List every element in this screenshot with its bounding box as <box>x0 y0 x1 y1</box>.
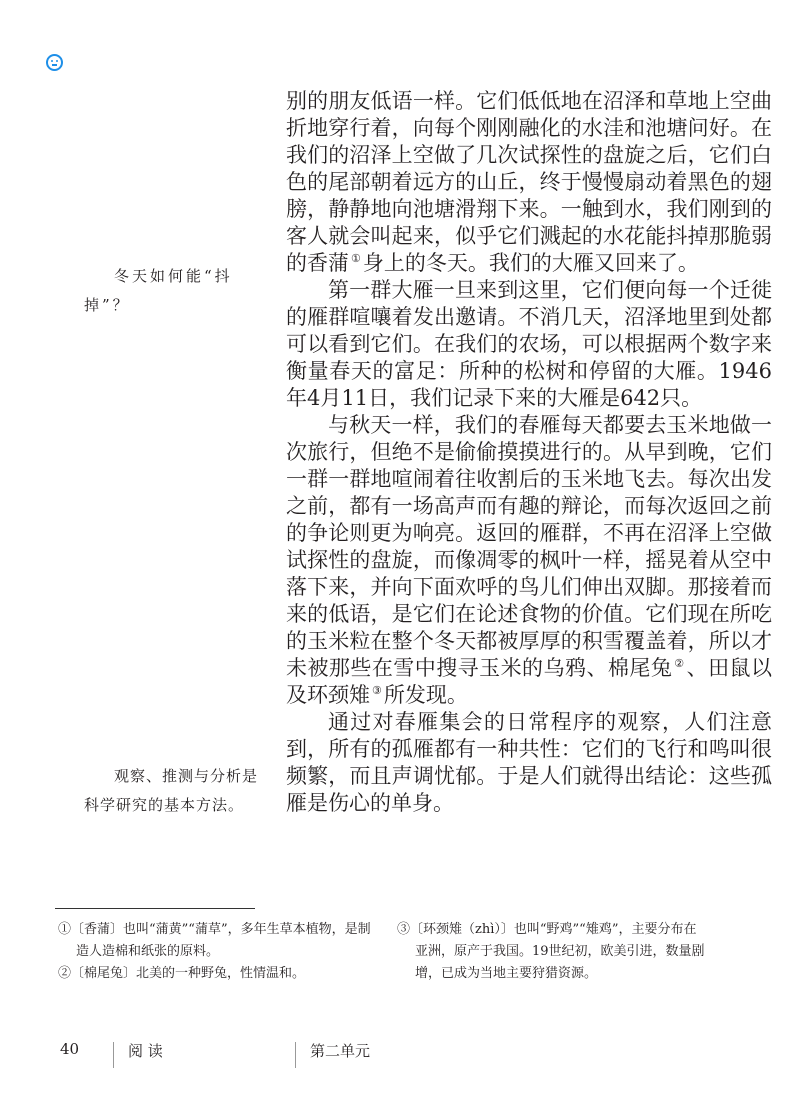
smiley-face-icon[interactable] <box>46 54 63 71</box>
footnote-divider <box>55 908 255 909</box>
text: 身上的冬天。我们的大雁又回来了。 <box>362 251 699 275</box>
side-note-2 <box>84 762 268 820</box>
paragraph-4: 通过对春雁集会的日常程序的观察，人们注意到，所有的孤雁都有一种共性：它们的飞行和鸣叫很频繁，而且声调忧郁。于是人们就得出结论：这些孤雁是伤心的单身。 <box>286 710 772 815</box>
footnote-ref-2[interactable]: ② <box>674 657 685 670</box>
text: 与秋天一样，我们的春雁每天都要去玉米地做一次旅行，但绝不是偷偷摸摸进行的。从早到晚，它们一群一群地喧闹着往收割后的玉米地飞去。每次出发之前，都有一场高声而有趣的辩论，而每次返回之前的争论则更为响亮。返回的雁群，不再在沼泽上空做试探性的盘旋，而像凋零的枫叶一样，摇晃着从空中落下来，并向下面欢呼的鸟儿们伸出双脚。那接着而来的低语，是它们在论述食物的价值。它们现在所吃的玉米粒在整个冬天都被厚厚的积雪覆盖着，所以才未被那些在雪中搜寻玉米的乌鸦、棉尾兔 <box>286 413 772 680</box>
footnote-3: ③〔环颈雉（zhì）〕也叫“野鸡”“雉鸡”，主要分布在亚洲，原产于我国。19世纪初，欧美引进，数量剧增，已成为当地主要狩猎资源。 <box>397 922 705 981</box>
main-text <box>286 88 772 817</box>
footer-divider <box>113 1042 114 1068</box>
footnote-1: ①〔香蒲〕也叫“蒲黄”“蒲草”，多年生草本植物，是制造人造棉和纸张的原料。 <box>58 922 371 959</box>
text: 、田鼠以及环颈雉 <box>286 656 773 707</box>
footnotes-left <box>58 919 372 985</box>
section-label: 阅 读 <box>128 1042 163 1060</box>
page-number: 40 <box>60 1040 80 1058</box>
text: 别的朋友低语一样。它们低低地在沼泽和草地上空曲折地穿行着，向每个刚刚融化的水洼和池塘问好。在我们的沼泽上空做了几次试探性的盘旋之后，它们白色的尾部朝着远方的山丘，终于慢慢扇动着黑色的翅膀，静静地向池塘滑翔下来。一触到水，我们刚到的客人就会叫起来，似乎它们溅起的水花能抖掉那脆弱的香蒲 <box>286 89 772 275</box>
footnote-ref-1[interactable]: ① <box>351 252 361 265</box>
unit-label: 第二单元 <box>310 1042 371 1060</box>
side-note-text: 观察、推测与分析是科学研究的基本方法。 <box>84 767 259 814</box>
paragraph-2: 第一群大雁一旦来到这里，它们便向每一个迁徙的雁群喧嚷着发出邀请。不消几天，沼泽地里到处都可以看到它们。在我们的农场，可以根据两个数字来衡量春天的富足：所种的松树和停留的大雁。1946年4月11日，我们记录下来的大雁是642只。 <box>286 278 772 410</box>
paragraph-3 <box>286 412 772 709</box>
text: 所发现。 <box>383 683 468 707</box>
side-note-1 <box>84 262 260 320</box>
footer-divider <box>295 1042 296 1068</box>
side-note-text: 冬天如何能“抖掉”？ <box>84 267 233 314</box>
footnote-2: ②〔棉尾兔〕北美的一种野兔，性情温和。 <box>58 966 306 981</box>
footnotes-right <box>397 919 707 985</box>
paragraph-1 <box>286 88 772 277</box>
footnote-ref-3[interactable]: ③ <box>372 684 382 697</box>
